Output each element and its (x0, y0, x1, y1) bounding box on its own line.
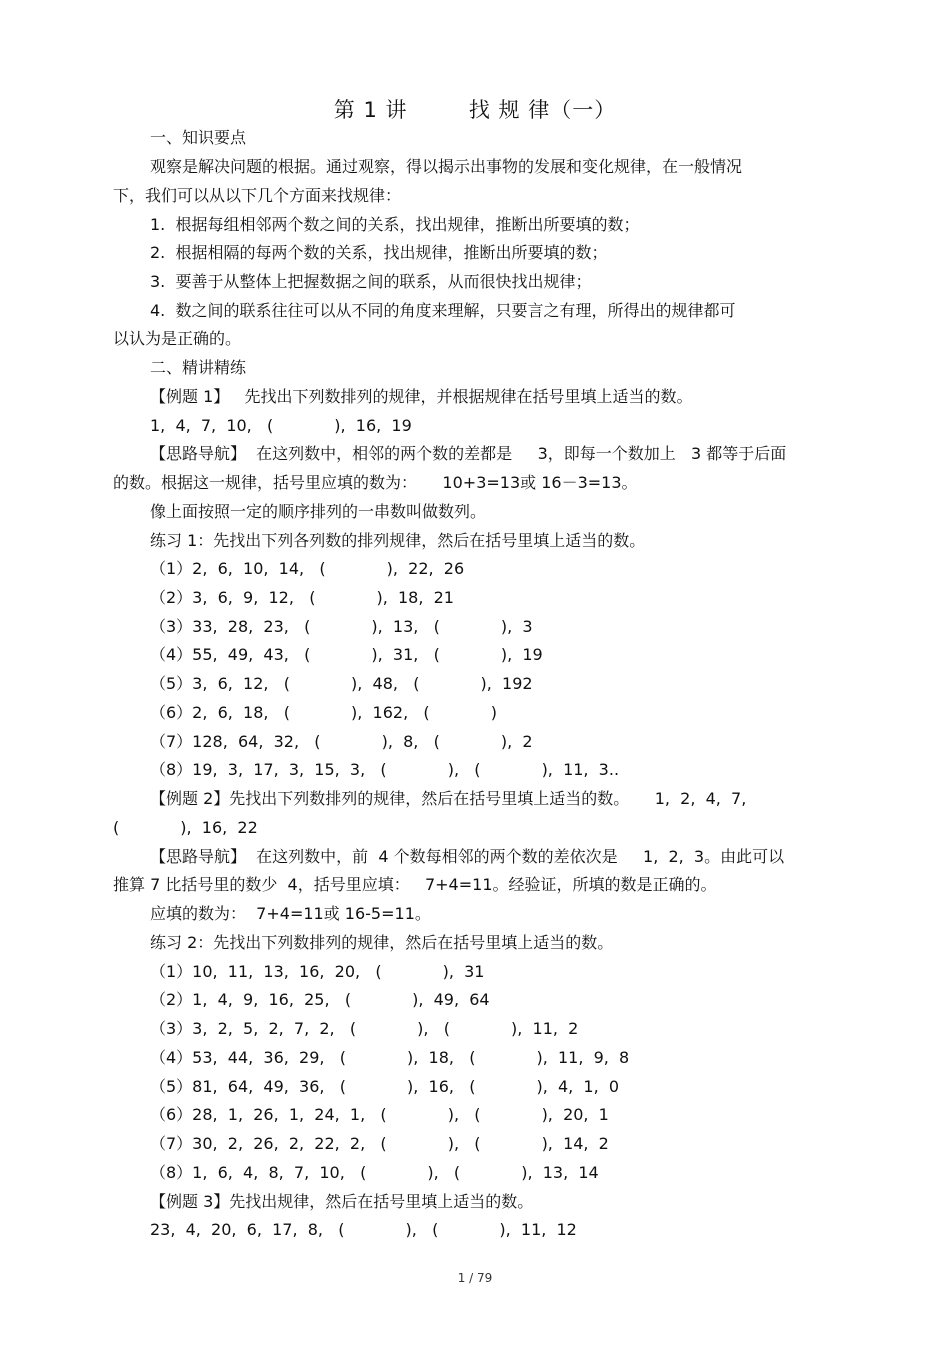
example-heading: 【例题 2】先找出下列数排列的规律，然后在括号里填上适当的数。 1, 2, 4, 7, (150, 789, 747, 808)
list-item: 4. 数之间的联系往往可以从不同的角度来理解，只要言之有理，所得出的规律都可 (150, 301, 736, 320)
exercise-item: （6）2, 6, 18, ( ), 162, ( ) (150, 703, 497, 722)
exercise-item: （7）128, 64, 32, ( ), 8, ( ), 2 (150, 732, 533, 751)
example-heading: 【例题 1】 先找出下列数排列的规律，并根据规律在括号里填上适当的数。 (150, 387, 693, 406)
exercise-item: （4）55, 49, 43, ( ), 31, ( ), 19 (150, 645, 543, 664)
exercise-item: （7）30, 2, 26, 2, 22, 2, ( ), ( ), 14, 2 (150, 1134, 609, 1153)
paragraph-line: 观察是解决问题的根据。通过观察，得以揭示出事物的发展和变化规律，在一般情况 (150, 157, 743, 176)
paragraph-line: 像上面按照一定的顺序排列的一串数叫做数列。 (150, 502, 487, 521)
exercise-item: （2）3, 6, 9, 12, ( ), 18, 21 (150, 588, 454, 607)
exercise-item: （2）1, 4, 9, 16, 25, ( ), 49, 64 (150, 990, 490, 1009)
section-heading: 二、精讲精练 (150, 358, 247, 377)
page-number: 1 / 79 (457, 1271, 493, 1285)
example-heading: 【例题 3】先找出规律，然后在括号里填上适当的数。 (150, 1192, 534, 1211)
list-item: 3. 要善于从整体上把握数据之间的联系，从而很快找出规律； (150, 272, 592, 291)
list-item: 1. 根据每组相邻两个数之间的关系，找出规律，推断出所要填的数； (150, 215, 640, 234)
exercise-item: （5）3, 6, 12, ( ), 48, ( ), 192 (150, 674, 533, 693)
exercise-item: （3）33, 28, 23, ( ), 13, ( ), 3 (150, 617, 533, 636)
exercise-item: （1）2, 6, 10, 14, ( ), 22, 26 (150, 559, 465, 578)
exercise-item: （8）19, 3, 17, 3, 15, 3, ( ), ( ), 11, 3.. (150, 760, 620, 779)
paragraph-line: 以认为是正确的。 (113, 329, 242, 348)
paragraph-line: 【思路导航】 在这列数中，相邻的两个数的差都是 3，即每一个数加上 3 都等于后面 (150, 444, 787, 463)
sequence-line: 23, 4, 20, 6, 17, 8, ( ), ( ), 11, 12 (150, 1220, 577, 1239)
page-title: 第 1 讲 找 规 律（一） (333, 98, 617, 122)
section-heading: 一、知识要点 (150, 128, 247, 147)
list-item: 2. 根据相隔的每两个数的关系，找出规律，推断出所要填的数； (150, 243, 608, 262)
exercise-item: （4）53, 44, 36, 29, ( ), 18, ( ), 11, 9, 8 (150, 1048, 630, 1067)
paragraph-line: 的数。根据这一规律，括号里应填的数为： 10+3=13或 16－3=13。 (113, 473, 638, 492)
exercise-item: （5）81, 64, 49, 36, ( ), 16, ( ), 4, 1, 0 (150, 1077, 620, 1096)
exercise-heading: 练习 1：先找出下列各列数的排列规律，然后在括号里填上适当的数。 (150, 531, 646, 550)
sequence-line: ( ), 16, 22 (113, 818, 258, 837)
paragraph-line: 【思路导航】 在这列数中，前 4 个数每相邻的两个数的差依次是 1, 2, 3。由此可以 (150, 847, 785, 866)
paragraph-line: 应填的数为： 7+4=11或 16-5=11。 (150, 904, 431, 923)
exercise-item: （8）1, 6, 4, 8, 7, 10, ( ), ( ), 13, 14 (150, 1163, 599, 1182)
exercise-heading: 练习 2：先找出下列数排列的规律，然后在括号里填上适当的数。 (150, 933, 614, 952)
exercise-item: （3）3, 2, 5, 2, 7, 2, ( ), ( ), 11, 2 (150, 1019, 579, 1038)
paragraph-line: 推算 7 比括号里的数少 4，括号里应填： 7+4=11。经验证，所填的数是正确的。 (113, 875, 717, 894)
exercise-item: （1）10, 11, 13, 16, 20, ( ), 31 (150, 962, 485, 981)
exercise-item: （6）28, 1, 26, 1, 24, 1, ( ), ( ), 20, 1 (150, 1105, 609, 1124)
paragraph-line: 下，我们可以从以下几个方面来找规律： (113, 186, 402, 205)
sequence-line: 1, 4, 7, 10, ( ), 16, 19 (150, 416, 412, 435)
